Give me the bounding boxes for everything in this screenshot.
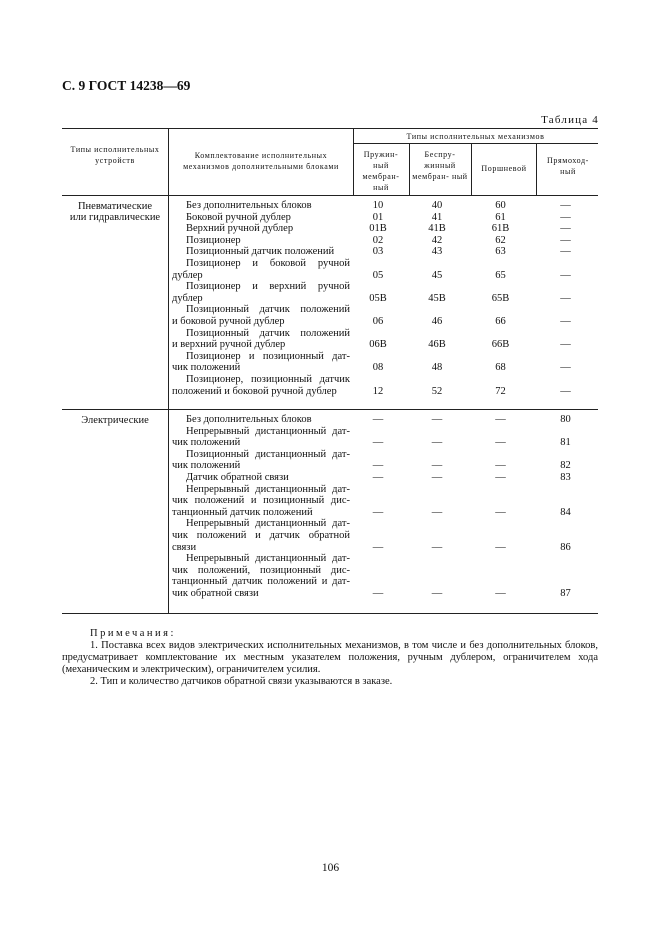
row-value: 01 — [372, 211, 384, 223]
row-description: Боковой ручной дублер — [186, 211, 291, 223]
row-value: — — [372, 414, 384, 425]
row-value: 52 — [431, 385, 443, 397]
row-description: Непрерывный дистанционный дат- чик положений и датчик обратной связи — [172, 518, 350, 553]
row-value: 46В — [428, 339, 446, 351]
row-description: Позиционер, позиционный датчик положений и боковой ручной дублер — [172, 373, 350, 397]
row-value: — — [495, 471, 506, 483]
row-value: 62 — [495, 234, 506, 246]
row-value: 87 — [560, 587, 571, 599]
row-description: Позиционный датчик положений и верхний ручной дублер — [172, 327, 350, 351]
table-row — [168, 518, 598, 553]
row-value: 42 — [431, 234, 443, 246]
row-value: 03 — [372, 246, 384, 258]
note-item: 2. Тип и количество датчиков обратной связи указываются в заказе. — [90, 676, 393, 687]
row-value: 46 — [431, 315, 443, 327]
row-value: 66 — [495, 315, 506, 327]
header-piston: Поршневой — [481, 164, 527, 173]
row-value: 86 — [560, 541, 571, 553]
row-value: 81 — [560, 437, 571, 449]
table-row — [168, 328, 598, 351]
row-value: 83 — [560, 471, 571, 483]
row-value: — — [431, 471, 443, 483]
table-row — [168, 223, 598, 235]
row-value: 66В — [491, 339, 510, 351]
row-value: — — [431, 587, 443, 599]
row-value: 61 — [495, 211, 506, 223]
row-value: 82 — [560, 460, 571, 472]
column-divider — [471, 143, 472, 195]
table-top-rule — [62, 128, 598, 129]
row-description: Позиционер и боковой ручной дублер — [172, 257, 350, 281]
table-row — [168, 212, 598, 224]
row-value: — — [431, 437, 443, 449]
row-value: 72 — [495, 385, 506, 397]
row-value: 08 — [372, 362, 384, 374]
table-row — [168, 258, 598, 281]
row-value: — — [372, 471, 384, 483]
row-description: Датчик обратной связи — [186, 471, 289, 483]
document-header: С. 9 ГОСТ 14238—69 — [62, 78, 191, 93]
header-bottom-rule — [62, 195, 598, 196]
row-value: 05 — [372, 269, 384, 281]
row-value: — — [560, 315, 571, 327]
row-value: 45В — [428, 292, 446, 304]
group-name-electric: Электрические — [81, 415, 149, 426]
table-row — [168, 374, 598, 397]
table-row — [168, 304, 598, 327]
row-value: — — [560, 246, 571, 258]
row-value: — — [560, 200, 571, 211]
row-value: 12 — [372, 385, 384, 397]
header-straight: Прямоход- ный — [547, 156, 589, 176]
header-springless-membrane: Беспру- жинный мембран- ный — [412, 150, 468, 181]
table-row — [168, 200, 598, 212]
table-row — [168, 553, 598, 599]
row-value: — — [372, 437, 384, 449]
row-value: 06В — [369, 339, 387, 351]
rows-pneumatic — [168, 200, 598, 397]
row-value: — — [495, 414, 506, 425]
header-device-types: Типы исполнительных устройств — [70, 145, 160, 165]
row-value: — — [372, 506, 384, 518]
row-value: — — [560, 339, 571, 351]
row-value: — — [560, 362, 571, 374]
row-description: Без дополнительных блоков — [186, 414, 312, 425]
row-value: — — [495, 506, 506, 518]
row-value: — — [495, 437, 506, 449]
row-description: Без дополнительных блоков — [186, 200, 312, 211]
row-value: 10 — [372, 200, 384, 211]
row-value: 65 — [495, 269, 506, 281]
row-value: 01В — [369, 223, 387, 235]
row-description: Позиционный дистанционный дат- чик положений — [172, 448, 350, 472]
column-divider — [409, 143, 410, 195]
row-value: 60 — [495, 200, 506, 211]
row-description: Верхний ручной дублер — [186, 223, 294, 235]
row-description: Позиционный датчик положений — [186, 246, 335, 258]
header-completion: Комплектование исполнительных механизмов дополнительными блоками — [183, 151, 339, 171]
row-value: 41В — [428, 223, 446, 235]
table-row — [168, 281, 598, 304]
table-row — [168, 449, 598, 472]
group-separator-rule — [62, 409, 598, 410]
table-number: Таблица 4 — [541, 114, 599, 126]
notes — [62, 628, 598, 688]
table-row — [168, 246, 598, 258]
row-description: Непрерывный дистанционный дат- чик положений, позиционный дис- танционный датчик положений и дат- чик обратной связи — [172, 553, 350, 599]
row-value: 63 — [495, 246, 506, 258]
row-value: 45 — [431, 269, 443, 281]
row-description: Непрерывный дистанционный дат- чик положений — [172, 425, 350, 449]
column-divider — [536, 143, 537, 195]
row-value: — — [495, 541, 506, 553]
row-value: 06 — [372, 315, 384, 327]
table-row — [168, 472, 598, 484]
row-value: 40 — [431, 200, 443, 211]
row-value: 84 — [560, 506, 571, 518]
row-value: — — [431, 460, 443, 472]
row-value: — — [560, 292, 571, 304]
row-value: 48 — [431, 362, 443, 374]
row-value: 68 — [495, 362, 506, 374]
row-value: — — [495, 587, 506, 599]
row-value: — — [431, 506, 443, 518]
note-item: 1. Поставка всех видов электрических исполнительных механизмов, в том числе и без дополнительных блоков, предусматривает комплектование их местным указателем положения, ручным дублером, ограничителем хода (механическим и электрическим), ограничителем усилия. — [62, 640, 598, 675]
table-row — [168, 235, 598, 247]
table-row — [168, 484, 598, 519]
row-value: 80 — [560, 414, 571, 425]
rows-electric — [168, 414, 598, 600]
row-value: — — [372, 541, 384, 553]
row-value: — — [495, 460, 506, 472]
row-value: — — [560, 269, 571, 281]
row-description: Позиционер и верхний ручной дублер — [172, 281, 350, 304]
row-value: 65В — [491, 292, 510, 304]
row-value: 43 — [431, 246, 443, 258]
row-value: — — [560, 385, 571, 397]
row-description: Непрерывный дистанционный дат- чик положений и позиционный дис- танционный датчик положений — [172, 483, 350, 518]
row-value: — — [431, 414, 443, 425]
row-value: — — [560, 211, 571, 223]
notes-title: Примечания: — [90, 628, 176, 639]
row-value: 41 — [431, 211, 443, 223]
row-description: Позиционный датчик положений и боковой ручной дублер — [172, 304, 350, 327]
row-value: — — [560, 234, 571, 246]
page-number: 106 — [321, 862, 340, 874]
row-value: — — [431, 541, 443, 553]
subheader-rule — [353, 143, 598, 144]
row-value: 02 — [372, 234, 384, 246]
row-value: 05В — [369, 292, 387, 304]
row-value: — — [560, 223, 571, 235]
table-row — [168, 426, 598, 449]
table-row — [168, 351, 598, 374]
row-value: 61В — [491, 223, 510, 235]
row-description: Позиционер — [186, 234, 241, 246]
group-name-pneumatic: Пневматические или гидравлические — [69, 201, 161, 223]
header-spring-membrane: Пружин- ный мембран- ный — [362, 150, 400, 192]
row-description: Позиционер и позиционный дат- чик положений — [172, 350, 350, 374]
table-row — [168, 414, 598, 426]
row-value: — — [372, 587, 384, 599]
table-bottom-rule — [62, 613, 598, 614]
row-value: — — [372, 460, 384, 472]
header-mech-types: Типы исполнительных механизмов — [406, 132, 545, 141]
